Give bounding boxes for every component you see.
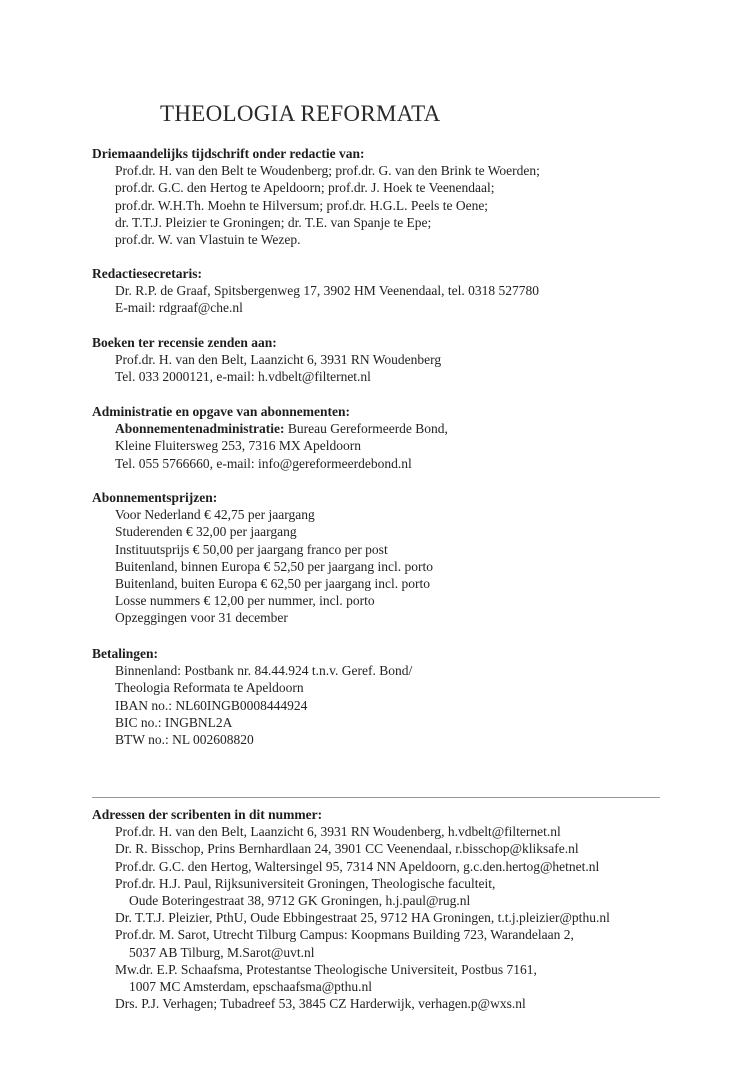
section-heading: Betalingen:	[92, 646, 158, 661]
review-address: Prof.dr. H. van den Belt, Laanzicht 6, 3931 RN Woudenberg	[115, 352, 442, 368]
price-line: Losse nummers € 12,00 per nummer, incl. porto	[115, 593, 375, 609]
secretary-email: E-mail: rdgraaf@che.nl	[115, 300, 243, 316]
page-title: THEOLOGIA REFORMATA	[160, 101, 441, 126]
divider	[92, 797, 660, 798]
payment-line: Theologia Reformata te Apeldoorn	[115, 680, 304, 696]
secretary-address: Dr. R.P. de Graaf, Spitsbergenweg 17, 3902 HM Veenendaal, tel. 0318 527780	[115, 283, 539, 299]
address-line: Prof.dr. M. Sarot, Utrecht Tilburg Campus: Koopmans Building 723, Warandelaan 2,	[115, 927, 574, 943]
payment-line: BIC no.: INGBNL2A	[115, 714, 233, 730]
address-line: Drs. P.J. Verhagen; Tubadreef 53, 3845 CZ Harderwijk, verhagen.p@wxs.nl	[115, 996, 526, 1012]
section-heading: Boeken ter recensie zenden aan:	[92, 335, 277, 350]
address-line: Prof.dr. H.J. Paul, Rijksuniversiteit Groningen, Theologische faculteit,	[115, 875, 496, 891]
section-heading: Driemaandelijks tijdschrift onder redactie van:	[92, 146, 365, 161]
address-line: Dr. T.T.J. Pleizier, PthU, Oude Ebbingestraat 25, 9712 HA Groningen, t.t.j.pleizier@pthu.nl	[115, 910, 610, 926]
editor-line: prof.dr. W. van Vlastuin te Wezep.	[115, 232, 301, 248]
section-heading: Adressen der scribenten in dit nummer:	[92, 807, 323, 822]
section-heading: Administratie en opgave van abonnementen:	[92, 404, 351, 419]
address-line: Oude Boteringestraat 38, 9712 GK Groningen, h.j.paul@rug.nl	[129, 893, 471, 909]
editor-line: Prof.dr. H. van den Belt te Woudenberg; prof.dr. G. van den Brink te Woerden;	[115, 163, 540, 179]
price-line: Studerenden € 32,00 per jaargang	[115, 524, 297, 540]
administration-label: Abonnementenadministratie:	[115, 421, 285, 437]
payment-line: Binnenland: Postbank nr. 84.44.924 t.n.v. Geref. Bond/	[115, 663, 413, 679]
section-boeken	[92, 334, 698, 386]
address-line: 5037 AB Tilburg, M.Sarot@uvt.nl	[129, 944, 315, 960]
address-line: 1007 MC Amsterdam, epschaafsma@pthu.nl	[129, 979, 373, 995]
administration-line	[92, 420, 698, 437]
section-administratie	[92, 403, 698, 472]
administration-address: Kleine Fluitersweg 253, 7316 MX Apeldoorn	[115, 438, 361, 454]
section-heading: Abonnementsprijzen:	[92, 490, 218, 505]
price-line: Buitenland, binnen Europa € 52,50 per jaargang incl. porto	[115, 558, 434, 574]
address-line: Prof.dr. H. van den Belt, Laanzicht 6, 3931 RN Woudenberg, h.vdbelt@filternet.nl	[115, 824, 561, 840]
section-secretaris	[92, 265, 698, 317]
editor-line: prof.dr. W.H.Th. Moehn te Hilversum; prof.dr. H.G.L. Peels te Oene;	[115, 197, 489, 213]
price-line: Voor Nederland € 42,75 per jaargang	[115, 507, 315, 523]
editor-line: prof.dr. G.C. den Hertog te Apeldoorn; prof.dr. J. Hoek te Veenendaal;	[115, 180, 495, 196]
price-line: Instituutsprijs € 50,00 per jaargang franco per post	[115, 541, 388, 557]
address-list	[92, 823, 698, 1012]
payment-line: IBAN no.: NL60INGB0008444924	[115, 697, 308, 713]
editor-line: dr. T.T.J. Pleizier te Groningen; dr. T.E. van Spanje te Epe;	[115, 214, 432, 230]
price-line: Buitenland, buiten Europa € 62,50 per jaargang incl. porto	[115, 576, 431, 592]
administration-contact: Tel. 055 5766660, e-mail: info@gereformeerdebond.nl	[115, 455, 412, 471]
review-contact: Tel. 033 2000121, e-mail: h.vdbelt@filternet.nl	[115, 369, 371, 385]
address-line: Mw.dr. E.P. Schaafsma, Protestantse Theologische Universiteit, Postbus 7161,	[115, 961, 537, 977]
section-redactie	[92, 145, 698, 248]
section-betalingen	[92, 645, 698, 748]
address-line: Dr. R. Bisschop, Prins Bernhardlaan 24, 3901 CC Veenendaal, r.bisschop@kliksafe.nl	[115, 841, 579, 857]
price-line: Opzeggingen voor 31 december	[115, 610, 288, 626]
section-prijzen	[92, 489, 698, 627]
administration-name: Bureau Gereformeerde Bond,	[284, 421, 448, 437]
section-heading: Redactiesecretaris:	[92, 266, 202, 281]
address-line: Prof.dr. G.C. den Hertog, Waltersingel 95, 7314 NN Apeldoorn, g.c.den.hertog@hetnet.nl	[115, 858, 600, 874]
payment-line: BTW no.: NL 002608820	[115, 732, 254, 748]
section-adressen	[92, 806, 698, 1012]
